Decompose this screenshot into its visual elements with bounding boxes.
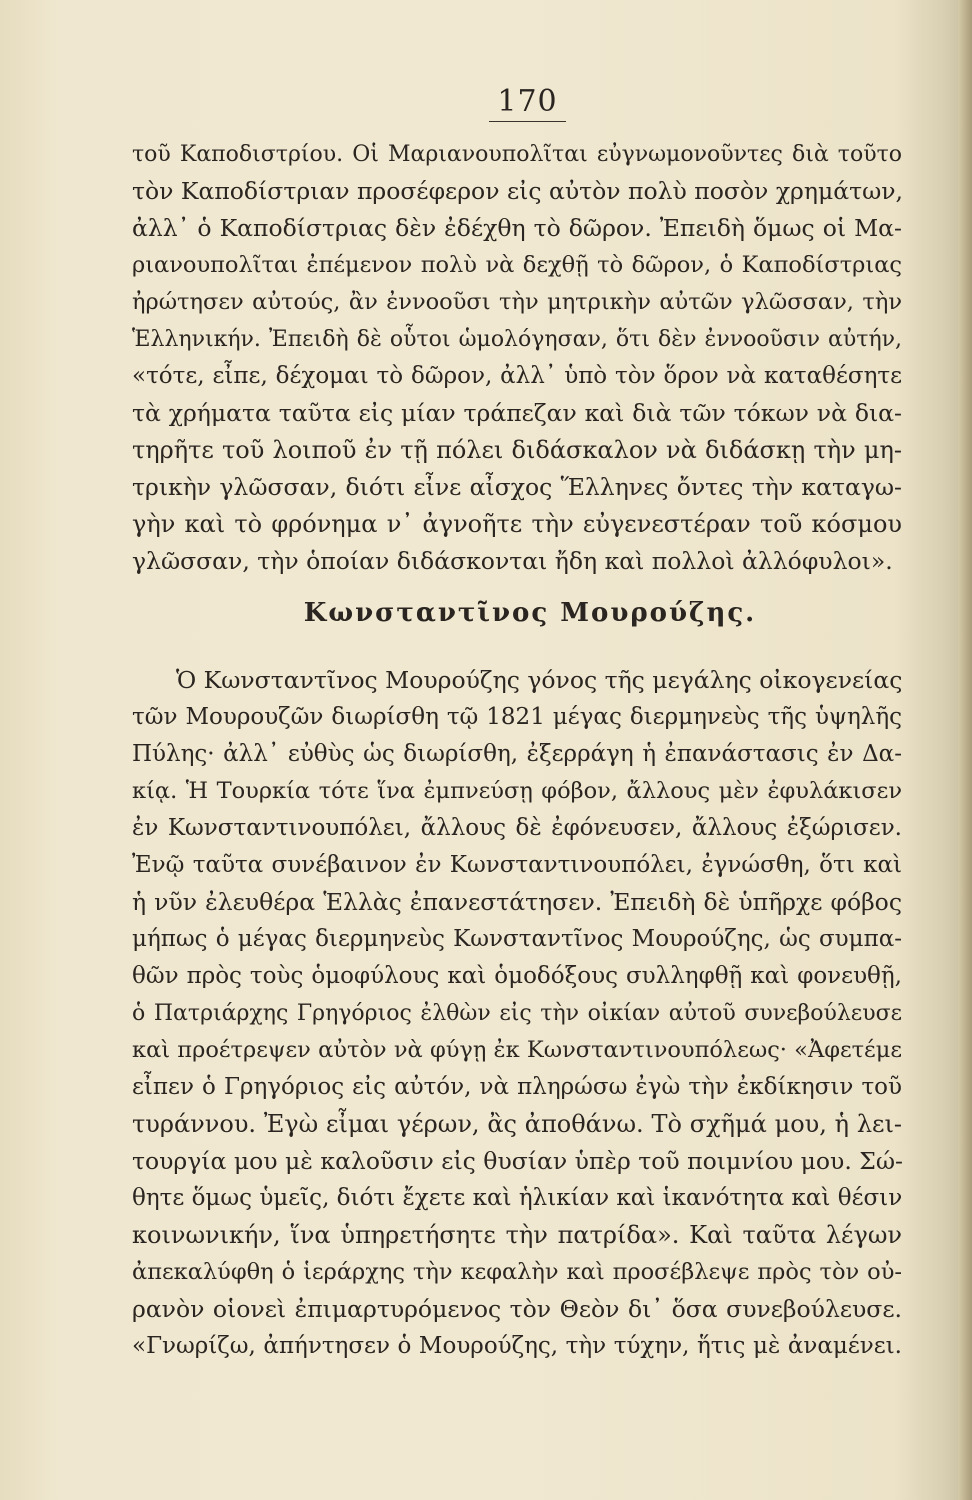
paragraph-2 <box>132 662 902 1365</box>
text-line: Πύλης· ἀλλ᾽ εὐθὺς ὡς διωρίσθη, ἐξερράγη ἡ ἐπανάστασις ἐν Δα- <box>132 741 902 767</box>
text-line: τουργία μου μὲ καλοῦσιν εἰς θυσίαν ὑπὲρ τοῦ ποιμνίου μου. Σώ- <box>132 1147 903 1175</box>
text-line: ἀπεκαλύφθη ὁ ἱεράρχης τὴν κεφαλὴν καὶ προσέβλεψε πρὸς τὸν οὐ- <box>132 1259 902 1285</box>
text-line: τῶν Μουρουζῶν διωρίσθη τῷ 1821 μέγας διερμηνεὺς τῆς ὑψηλῆς <box>132 704 902 730</box>
text-line: τὸν Καποδίστριαν προσέφερον εἰς αὐτὸν πολὺ ποσὸν χρημάτων, <box>132 177 904 205</box>
section-heading: Κωνσταντῖνος Μουρούζης. <box>303 598 757 628</box>
text-line: μήπως ὁ μέγας διερμηνεὺς Κωνσταντῖνος Μουρούζης, ὡς συμπα- <box>132 926 902 952</box>
text-line: «τότε, εἶπε, δέχομαι τὸ δῶρον, ἀλλ᾽ ὑπὸ τὸν ὅρον νὰ καταθέσητε <box>132 363 902 389</box>
text-line: τηρῆτε τοῦ λοιποῦ ἐν τῇ πόλει διδάσκαλον νὰ διδάσκῃ τὴν μη- <box>132 436 902 464</box>
page-number-text: 170 <box>489 84 565 122</box>
text-line: τρικὴν γλῶσσαν, διότι εἶνε αἶσχος Ἕλληνες ὄντες τὴν καταγω- <box>132 473 902 501</box>
text-line: τοῦ Καποδιστρίου. Οἱ Μαριανουπολῖται εὐγνωμονοῦντες διὰ τοῦτο <box>132 142 902 167</box>
text-line: ἀλλ᾽ ὁ Καποδίστριας δὲν ἐδέχθη τὸ δῶρον. Ἐπειδὴ ὅμως οἱ Μα- <box>132 214 902 242</box>
text-line: ρανὸν οἱονεὶ ἐπιμαρτυρόμενος τὸν Θεὸν δι᾽ ὅσα συνεβούλευσε. <box>132 1295 902 1323</box>
text-line: Ὁ Κωνσταντῖνος Μουρούζης γόνος τῆς μεγάλης οἰκογενείας <box>176 666 903 694</box>
text-line: γὴν καὶ τὸ φρόνημα ν᾽ ἀγνοῆτε τὴν εὐγενεστέραν τοῦ κόσμου <box>132 510 902 538</box>
text-line: ἠρώτησεν αὐτούς, ἂν ἐννοοῦσι τὴν μητρικὴν αὐτῶν γλῶσσαν, τὴν <box>132 289 902 315</box>
text-line: ἐν Κωνσταντινουπόλει, ἄλλους δὲ ἐφόνευσεν, ἄλλους ἐξώρισεν. <box>132 815 902 841</box>
text-line: Ἑλληνικήν. Ἐπειδὴ δὲ οὗτοι ὡμολόγησαν, ὅτι δὲν ἐννοοῦσιν αὐτήν, <box>132 327 902 352</box>
text-line: ριανουπολῖται ἐπέμενον πολὺ νὰ δεχθῇ τὸ δῶρον, ὁ Καποδίστριας <box>132 252 902 278</box>
page-number <box>0 84 972 122</box>
text-line: γλῶσσαν, τὴν ὁποίαν διδάσκονται ἤδη καὶ πολλοὶ ἀλλόφυλοι». <box>132 547 893 575</box>
text-line: τὰ χρήματα ταῦτα εἰς μίαν τράπεζαν καὶ διὰ τῶν τόκων νὰ δια- <box>132 399 902 427</box>
text-line: θητε ὅμως ὑμεῖς, διότι ἔχετε καὶ ἡλικίαν καὶ ἱκανότητα καὶ θέσιν <box>132 1185 903 1211</box>
text-line: ἡ νῦν ἐλευθέρα Ἑλλὰς ἐπανεστάτησεν. Ἐπειδὴ δὲ ὑπῆρχε φόβος <box>132 888 902 916</box>
page-binding-edge <box>958 0 972 1500</box>
text-line: ὁ Πατριάρχης Γρηγόριος ἐλθὼν εἰς τὴν οἰκίαν αὐτοῦ συνεβούλευσε <box>132 1001 902 1026</box>
paragraph-1 <box>132 136 902 580</box>
text-line: κίᾳ. Ἡ Τουρκία τότε ἵνα ἐμπνεύσῃ φόβον, ἄλλους μὲν ἐφυλάκισεν <box>132 778 902 804</box>
text-line: κοινωνικήν, ἵνα ὑπηρετήσητε τὴν πατρίδα». Καὶ ταῦτα λέγων <box>132 1221 902 1249</box>
text-line: καὶ προέτρεψεν αὐτὸν νὰ φύγῃ ἐκ Κωνσταντινουπόλεως· «Ἀφετέμε <box>132 1037 902 1063</box>
text-line: «Γνωρίζω, ἀπήντησεν ὁ Μουρούζης, τὴν τύχην, ἥτις μὲ ἀναμένει. <box>132 1333 902 1359</box>
text-line: εἶπεν ὁ Γρηγόριος εἰς αὐτόν, νὰ πληρώσω ἐγὼ τὴν ἐκδίκησιν τοῦ <box>132 1074 902 1100</box>
text-line: Ἐνῷ ταῦτα συνέβαινον ἐν Κωνσταντινουπόλει, ἐγνώσθη, ὅτι καὶ <box>132 852 902 878</box>
text-line: τυράννου. Ἐγὼ εἶμαι γέρων, ἂς ἀποθάνω. Τὸ σχῆμά μου, ἡ λει- <box>132 1110 902 1138</box>
text-line: θῶν πρὸς τοὺς ὁμοφύλους καὶ ὁμοδόξους συλληφθῇ καὶ φονευθῇ, <box>132 963 902 989</box>
